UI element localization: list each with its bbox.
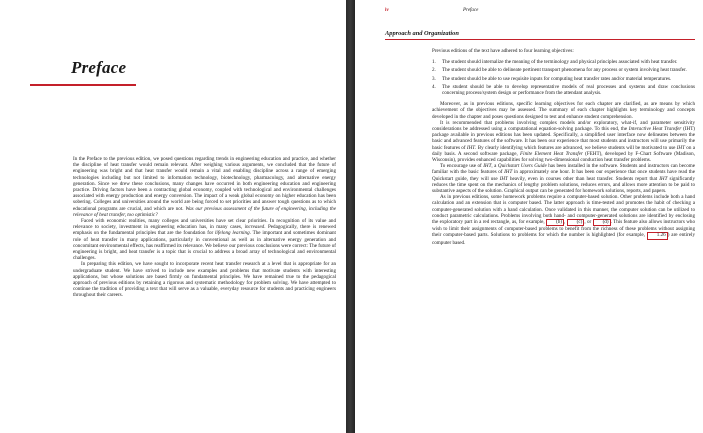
- text-run: . Pedagogically, there is renewed emphasis on the fundamental principles that are the foundation for: [73, 224, 336, 237]
- text-run: . By clearly identifying which features are advanced, we believe students will be motivated to use: [475, 144, 677, 151]
- text-run: ) are entirely computer based.: [432, 232, 695, 246]
- text-run: , or: [584, 219, 593, 226]
- page-number: iv: [385, 8, 389, 13]
- text-run: , a: [491, 163, 498, 170]
- book-gutter: [346, 0, 355, 433]
- emphasis-text: IHT: [483, 163, 492, 170]
- problem-reference: (b): [546, 219, 564, 226]
- emphasis-text: Finite Element Heat Transfer: [520, 150, 583, 157]
- objective-text: The student should be able to delineate pertinent transport phenomena for any process or system involving heat transfer.: [442, 67, 687, 74]
- left-paragraph-2: [73, 218, 336, 261]
- text-run: significantly reduces the time spent on the mechanics of lengthy problem solutions, reduces errors, and allows more attention to be paid to substantive aspects of the solution. Graphical output can be generated for homework solutions, reports, and papers.: [432, 175, 695, 195]
- text-run: . This feature also allows instructors who wish to limit their assignments of computer-based problems to benefit from the richness of these problems without assigning their computer-based parts. Solutions to problems for which the number is highlighted (for example,: [432, 219, 695, 239]
- objective-item: [432, 76, 695, 82]
- objective-number: 3.: [432, 75, 436, 82]
- emphasis-text: increased: [244, 224, 265, 231]
- left-paragraph-1: [73, 156, 336, 218]
- emphasis-text: Quickstart Users Guide: [497, 163, 547, 170]
- text-run: has been installed in the software. Students and instructors can become familiar with the basic features of: [432, 163, 696, 176]
- right-paragraph-2: [432, 120, 695, 163]
- text-run: As in previous editions, some homework problems require a computer-based solution. Other problems include both a hand calculation and an extension that is computer based. The latter approach is time-tested and promotes the habit of checking a computer-generated solution with a hand calculation. Once validated in this manner, the computer solution can be utilized to conduct parametric calculations. Problems involving both hand- and computer-generated solutions are identified by enclosing the exploratory part in a red rectangle, as, for example,: [432, 194, 695, 226]
- text-run: Faced with economic realities, many colleges and universities have set clear priorities. In recognition of its value and relevance to society, investment in engineering education has, in many cases,: [73, 218, 336, 231]
- text-run: To encourage use of: [440, 163, 484, 170]
- left-page: [0, 0, 346, 433]
- text-run: Moreover, as in previous editions, specific learning objectives for each chapter are clarified, as are means by which achievement of the objectives may be assessed. The summary of each chapter highlights key terminology and concepts developed in the chapter and poses questions designed to test and enhance student comprehension.: [432, 101, 695, 120]
- objective-text: The student should internalize the meaning of the terminology and physical principles associated with heat transfer.: [442, 59, 678, 66]
- objective-item: [432, 84, 695, 96]
- running-title: Preface: [463, 8, 479, 13]
- objective-item: [432, 59, 695, 65]
- section-rule: [385, 39, 695, 40]
- emphasis-text: Was our previous assessment of the future of engineering, including the relevance of heat transfer, too optimistic?: [73, 205, 336, 218]
- objective-text: The student should be able to use requisite inputs for computing heat transfer rates and/or material temperatures.: [442, 75, 672, 82]
- text-run: (FEHT), developed by F-Chart Software (Madison, Wisconsin), provides enhanced capabilities for solving two-dimensional conduction heat transfer problems.: [432, 150, 695, 164]
- running-head: [385, 8, 479, 13]
- emphasis-text: IHT: [466, 144, 476, 151]
- emphasis-text: Interactive Heat Transfer: [628, 126, 682, 133]
- problem-reference: (d): [593, 219, 611, 226]
- text-run: heavily, even in courses other than heat transfer. Students report that: [507, 175, 660, 182]
- text-run: in approximately one hour. It has been our experience that once students have read the Quickstart guide, they will use: [432, 169, 695, 182]
- emphasis-text: IHT: [499, 175, 508, 182]
- objective-number: 1.: [432, 59, 436, 66]
- text-run: It is recommended that problems involving complex models and/or exploratory, what-if, and parameter sensitivity considerations be addressed using a computational equation-solving package. To this end, the: [432, 119, 695, 133]
- section-title: Approach and Organization: [385, 30, 459, 37]
- objectives-intro: Previous editions of the text have adhered to four learning objectives:: [432, 48, 574, 54]
- problem-reference: (c): [567, 219, 585, 226]
- objective-number: 2.: [432, 67, 436, 74]
- text-run: on a daily basis. A second software package,: [432, 144, 696, 157]
- text-run: In the Preface to the previous edition, we posed questions regarding trends in engineering education and practice, and whether the discipline of heat transfer would remain relevant. After weighing various arguments, we concluded that the future of engineering was bright and that heat transfer would remain a vital and enabling discipline across a range of emerging technologies including but not limited to information technology, biotechnology, pharmacology, and alternative energy generation.: [73, 156, 336, 187]
- right-paragraph-3: [432, 163, 695, 194]
- text-run: ,: [564, 219, 567, 226]
- objective-number: 4.: [432, 83, 436, 90]
- objectives-list: [432, 59, 695, 96]
- problem-reference: 1.26: [647, 232, 668, 239]
- emphasis-text: IHT: [504, 169, 513, 176]
- emphasis-text: IHT: [659, 175, 668, 182]
- objective-item: [432, 67, 695, 73]
- title-rule: [30, 84, 136, 86]
- right-paragraph-4: [432, 194, 695, 246]
- text-run: In preparing this edition, we have sought to incorporate recent heat transfer research at a level that is appropriate for an undergraduate student. We have strived to include new examples and problems that motivate students with interesting applications, but whose solutions are based firmly on fundamental principles. We have remained true to the pedagogical approach of previous editions by retaining a rigorous and systematic methodology for problem solving. We have attempted to continue the tradition of providing a text that will serve as a valuable, everyday resource for students and practicing engineers throughout their careers.: [73, 261, 336, 299]
- left-page-body: [73, 156, 336, 299]
- objective-text: The student should be able to develop representative models of real processes and systems and draw conclusions concerning process/system design or performance from the attendant analysis.: [442, 83, 695, 97]
- preface-title: Preface: [71, 58, 127, 77]
- right-page-body: [432, 48, 695, 246]
- text-run: Since we drew these conclusions, many changes have occurred in both engineering education and engineering practice. Driving factors have been a contracting global economy, coupled with technological and environmental challenges associated with energy production and energy conversion. The impact of a weak global economy on higher education has been sobering. Colleges and universities around the world are being forced to set priorities and answer tough questions as to which educational programs are crucial, and which are not.: [73, 180, 336, 212]
- emphasis-text: lifelong learning: [215, 230, 250, 237]
- left-paragraph-3: [73, 261, 336, 298]
- emphasis-text: IHT: [676, 144, 685, 151]
- text-run: (IHT) package available in previous editions has been updated. Specifically, a simplified user interface now delineates between the basic and advanced features of the software. It has been our experience that most students and instructors will use primarily the basic features of: [432, 126, 696, 151]
- text-run: . The important and sometimes dominant role of heat transfer in many applications, particularly in conventional as well as in alternative energy generation and concomitant environmental effects, has reaffirmed its relevance. We believe our previous conclusions were correct: The future of engineering is bright, and heat transfer is a topic that is crucial to address a broad array of technological and environmental challenges.: [73, 230, 336, 262]
- right-page: [355, 0, 703, 433]
- right-paragraph-1: [432, 101, 695, 120]
